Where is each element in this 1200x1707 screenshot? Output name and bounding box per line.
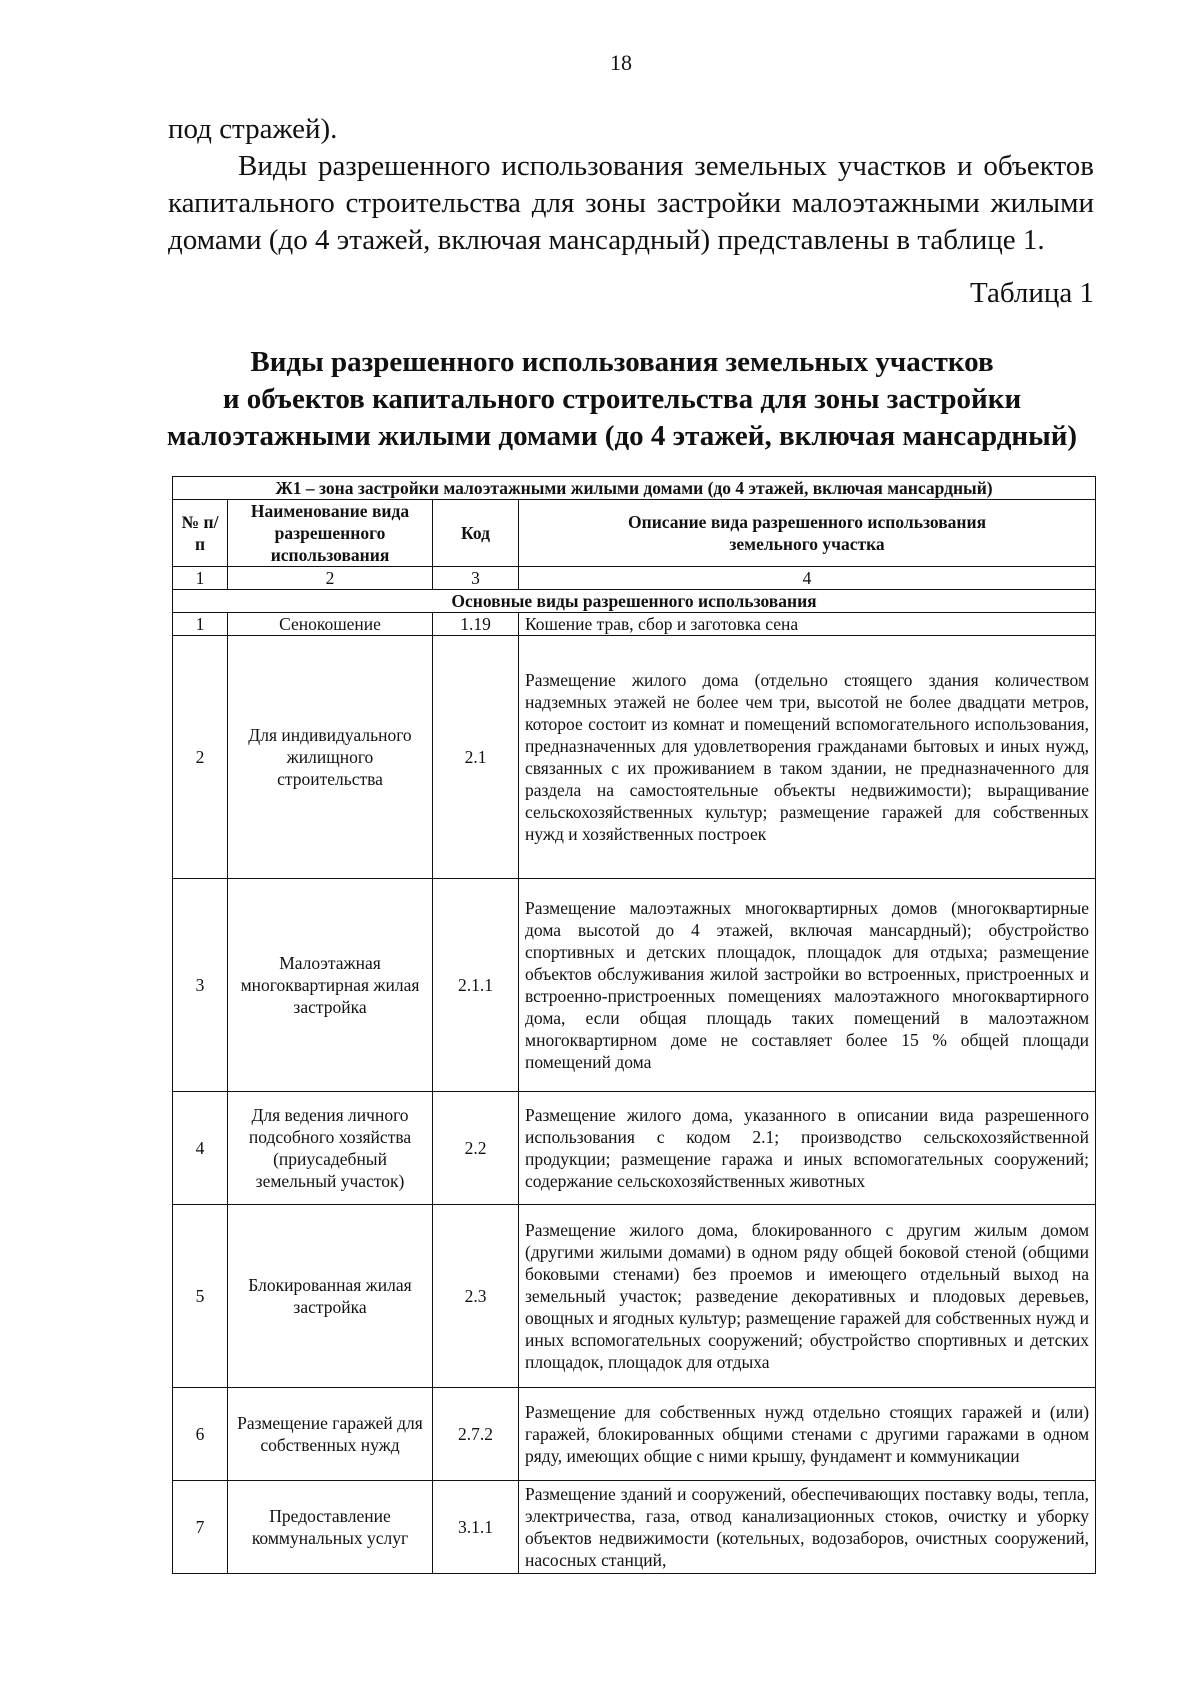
row-name: Для ведения личного подсобного хозяйства (приусадебный земельный участок) (228, 1092, 433, 1205)
row-name: Предоставление коммунальных услуг (228, 1481, 433, 1574)
row-desc: Размещение зданий и сооружений, обеспечивающих поставку воды, тепла, электричества, газа, отвод канализационных стоков, очистку и уборку объектов недвижимости (котельных, водозаборов, очистных сооружений, насосных станций, (519, 1481, 1096, 1574)
table-title-line: малоэтажными жилыми домами (до 4 этажей, включая мансардный) (166, 420, 1078, 452)
row-name: Блокированная жилая застройка (228, 1205, 433, 1388)
header-desc: Описание вида разрешенного использования земельного участка (519, 500, 1096, 567)
row-num: 7 (173, 1481, 228, 1574)
col-number: 1 (173, 567, 228, 590)
zone-header: Ж1 – зона застройки малоэтажными жилыми домами (до 4 этажей, включая мансардный) (173, 477, 1096, 500)
table-label: Таблица 1 (969, 277, 1094, 309)
section-header: Основные виды разрешенного использования (173, 590, 1096, 613)
header-code: Код (433, 500, 519, 567)
table-row (173, 1388, 1096, 1481)
row-num: 4 (173, 1092, 228, 1205)
row-num: 3 (173, 879, 228, 1092)
row-code: 1.19 (433, 613, 519, 636)
row-desc: Размещение жилого дома, блокированного с другим жилым домом (другими жилыми домами) в одном ряду общей боковой стеной (общими боковыми стенами) без проемов и имеющего отдельный выход на земельный участок; разведение декоративных и плодовых деревьев, овощных и ягодных культур; размещение гаражей для собственных нужд и иных вспомогательных сооружений; обустройство спортивных и детских площадок, площадок для отдыха (519, 1205, 1096, 1388)
row-num: 2 (173, 636, 228, 879)
zone-header-row (173, 477, 1096, 500)
intro-line: под стражей). (168, 113, 338, 145)
col-number: 4 (519, 567, 1096, 590)
row-name: Для индивидуального жилищного строительства (228, 636, 433, 879)
row-code: 2.7.2 (433, 1388, 519, 1481)
row-desc: Размещение жилого дома, указанного в описании вида разрешенного использования с кодом 2.1; производство сельскохозяйственной продукции; размещение гаража и иных вспомогательных сооружений; содержание сельскохозяйственных животных (519, 1092, 1096, 1205)
row-desc: Размещение малоэтажных многоквартирных домов (многоквартирные дома высотой до 4 этажей, включая мансардный); обустройство спортивных и детских площадок, площадок для отдыха; размещение объектов обслуживания жилой застройки во встроенных, пристроенных и встроенно-пристроенных помещениях малоэтажного многоквартирного дома, если общая площадь таких помещений в малоэтажном многоквартирном доме не составляет более 15 % общей площади помещений дома (519, 879, 1096, 1092)
row-num: 1 (173, 613, 228, 636)
intro-text (168, 111, 1094, 259)
row-name: Сенокошение (228, 613, 433, 636)
intro-paragraph: Виды разрешенного использования земельных участков и объектов капитального строительства для зоны застройки малоэтажными жилыми домами (до 4 этажей, включая мансардный) представлены в таблице 1. (168, 150, 1094, 256)
page-number: 18 (610, 50, 632, 75)
row-desc: Размещение для собственных нужд отдельно стоящих гаражей и (или) гаражей, блокированных общими стенами с другими гаражами в одном ряду, имеющих общие с ними крышу, фундамент и коммуникации (519, 1388, 1096, 1481)
row-desc: Размещение жилого дома (отдельно стоящего здания количеством надземных этажей не более чем три, высотой не более двадцати метров, которое состоит из комнат и помещений вспомогательного использования, предназначенных для удовлетворения гражданами бытовых и иных нужд, связанных с их проживанием в таком здании, не предназначенного для раздела на самостоятельные объекты недвижимости); выращивание сельскохозяйственных культур; размещение гаражей для собственных нужд и хозяйственных построек (519, 636, 1096, 879)
col-number: 2 (228, 567, 433, 590)
row-code: 2.1 (433, 636, 519, 879)
section-row (173, 590, 1096, 613)
header-num: № п/п (173, 500, 228, 567)
row-code: 2.1.1 (433, 879, 519, 1092)
row-name: Малоэтажная многоквартирная жилая застройка (228, 879, 433, 1092)
zoning-table (172, 476, 1096, 1574)
table-row (173, 636, 1096, 879)
table-row (173, 879, 1096, 1092)
table-row (173, 613, 1096, 636)
table-row (173, 1481, 1096, 1574)
row-code: 3.1.1 (433, 1481, 519, 1574)
table-title (150, 344, 1094, 455)
column-header-row (173, 500, 1096, 567)
table-row (173, 1205, 1096, 1388)
row-name: Размещение гаражей для собственных нужд (228, 1388, 433, 1481)
table-row (173, 1092, 1096, 1205)
row-code: 2.2 (433, 1092, 519, 1205)
table-title-line: и объектов капитального строительства для зоны застройки (222, 383, 1022, 415)
column-number-row (173, 567, 1096, 590)
col-number: 3 (433, 567, 519, 590)
row-code: 2.3 (433, 1205, 519, 1388)
row-num: 6 (173, 1388, 228, 1481)
row-num: 5 (173, 1205, 228, 1388)
row-desc: Кошение трав, сбор и заготовка сена (519, 613, 1096, 636)
header-name: Наименование вида разрешенного использования (228, 500, 433, 567)
table-title-line: Виды разрешенного использования земельных участков (250, 346, 994, 378)
